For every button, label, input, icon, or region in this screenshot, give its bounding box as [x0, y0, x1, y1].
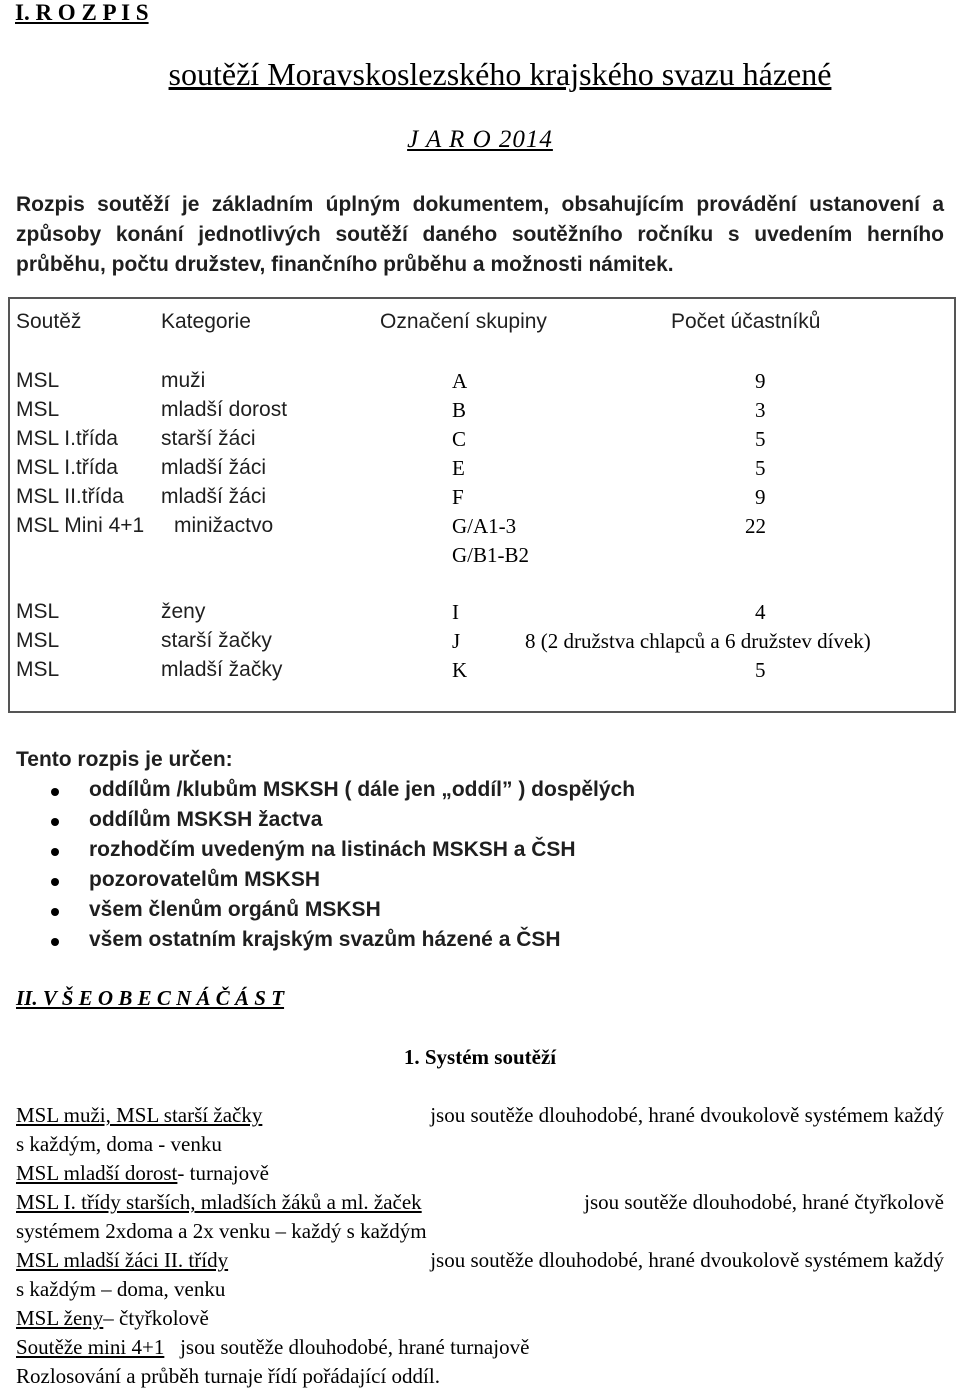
header-group: Označení skupiny	[380, 310, 547, 333]
system-line	[16, 1246, 944, 1275]
system-line-plain: Rozlosování a průběh turnaje řídí pořádající oddíl.	[16, 1364, 440, 1388]
intro-line: způsoby konání jednotlivých soutěží daného soutěžního ročníku s uvedením herního	[16, 223, 944, 246]
system-line-rest: jsou soutěže dlouhodobé, hrané čtyřkolově	[584, 1190, 944, 1214]
audience-item: rozhodčím uvedeným na listinách MSKSH a ČSH	[89, 838, 576, 861]
audience-title: Tento rozpis je určen:	[16, 748, 233, 771]
bullet-icon	[51, 818, 59, 826]
cell-competition: MSL	[16, 369, 60, 392]
section-heading-rozpis: I. R O Z P I S	[15, 0, 149, 25]
cell-category: starší žačky	[161, 629, 272, 652]
cell-competition: MSL	[16, 658, 60, 681]
system-line-underlined: MSL mladší žáci II. třídy	[16, 1248, 229, 1272]
cell-category: ženy	[161, 600, 206, 623]
system-line-plain: systémem 2xdoma a 2x venku – každý s každým	[16, 1219, 427, 1243]
bullet-icon	[51, 908, 59, 916]
cell-competition: MSL I.třída	[16, 456, 118, 479]
intro-line: průběhu, počtu družstev, finančního průběhu a možnosti námitek.	[16, 253, 674, 276]
cell-group: G/A1-3	[452, 514, 517, 538]
cell-group: K	[452, 658, 468, 682]
system-line	[16, 1188, 944, 1217]
system-line-rest: jsou soutěže dlouhodobé, hrané dvoukolově systémem každý	[430, 1248, 944, 1272]
audience-item: pozorovatelům MSKSH	[89, 868, 321, 891]
system-line	[16, 1333, 944, 1362]
intro-line: Rozpis soutěží je základním úplným dokumentem, obsahujícím provádění ustanovení a	[16, 193, 944, 216]
cell-participants: 5	[755, 658, 766, 682]
audience-item: oddílům /klubům MSKSH ( dále jen „oddíl” ) dospělých	[89, 778, 636, 801]
section-heading-general: II. V Š E O B E C N Á Č Á S T	[16, 986, 285, 1010]
cell-participants: 4	[755, 600, 766, 624]
cell-participants: 22	[745, 514, 766, 538]
audience-item: všem členům orgánů MSKSH	[89, 898, 381, 921]
cell-competition: MSL Mini 4+1	[16, 514, 145, 537]
season-label: J A R O 2014	[407, 126, 553, 153]
bullet-icon	[51, 848, 59, 856]
bullet-icon	[51, 788, 59, 796]
system-text	[16, 1101, 944, 1391]
cell-category: minižactvo	[174, 514, 274, 537]
document-title: soutěží Moravskoslezského krajského svazu házené	[168, 56, 832, 92]
system-line-underlined: MSL muži, MSL starší žačky	[16, 1103, 263, 1127]
cell-participants: 8 (2 družstva chlapců a 6 družstev dívek)	[525, 629, 871, 653]
system-line	[16, 1275, 944, 1304]
intro-paragraph	[16, 190, 944, 280]
system-line-underlined: MSL I. třídy starších, mladších žáků a ml. žaček	[16, 1190, 422, 1214]
header-competition: Soutěž	[16, 310, 82, 333]
cell-competition: MSL	[16, 629, 60, 652]
cell-competition: MSL II.třída	[16, 485, 124, 508]
system-line-rest: jsou soutěže dlouhodobé, hrané dvoukolově systémem každý	[430, 1103, 944, 1127]
header-category: Kategorie	[161, 310, 251, 333]
cell-category: mladší žačky	[161, 658, 283, 681]
cell-participants: 3	[755, 398, 766, 422]
cell-participants: 9	[755, 369, 766, 393]
cell-participants: 9	[755, 485, 766, 509]
cell-participants: 5	[755, 427, 766, 451]
cell-category: mladší dorost	[161, 398, 288, 421]
cell-category: mladší žáci	[161, 456, 267, 479]
cell-group: A	[452, 369, 468, 393]
cell-group: E	[452, 456, 465, 480]
cell-participants: 5	[755, 456, 766, 480]
cell-group: J	[452, 629, 461, 653]
system-line-rest: – čtyřkolově	[103, 1306, 209, 1330]
system-line	[16, 1362, 944, 1391]
cell-group: B	[452, 398, 467, 422]
system-line	[16, 1304, 944, 1333]
audience-item: oddílům MSKSH žactva	[89, 808, 323, 831]
audience-item: všem ostatním krajským svazům házené a ČSH	[89, 928, 561, 951]
system-line	[16, 1159, 944, 1188]
system-line-plain: s každým, doma - venku	[16, 1132, 222, 1156]
cell-group: I	[452, 600, 459, 624]
bullet-icon	[51, 878, 59, 886]
system-line-underlined: MSL ženy	[16, 1306, 104, 1330]
system-line	[16, 1130, 944, 1159]
bullet-icon	[51, 938, 59, 946]
system-line-underlined: Soutěže mini 4+1	[16, 1335, 165, 1359]
cell-category: starší žáci	[161, 427, 256, 450]
system-line	[16, 1101, 944, 1130]
cell-category: muži	[161, 369, 206, 392]
header-participants: Počet účastníků	[671, 310, 821, 333]
cell-competition: MSL I.třída	[16, 427, 118, 450]
cell-group: C	[452, 427, 467, 451]
system-line-underlined: MSL mladší dorost	[16, 1161, 178, 1185]
cell-group: G/B1-B2	[452, 543, 530, 567]
cell-competition: MSL	[16, 600, 60, 623]
system-line	[16, 1217, 944, 1246]
subsection-title: 1. Systém soutěží	[403, 1045, 557, 1069]
system-line-rest: jsou soutěže dlouhodobé, hrané turnajově	[164, 1335, 530, 1359]
system-line-rest: - turnajově	[177, 1161, 269, 1185]
cell-competition: MSL	[16, 398, 60, 421]
cell-group: F	[452, 485, 464, 509]
cell-category: mladší žáci	[161, 485, 267, 508]
system-line-plain: s každým – doma, venku	[16, 1277, 226, 1301]
